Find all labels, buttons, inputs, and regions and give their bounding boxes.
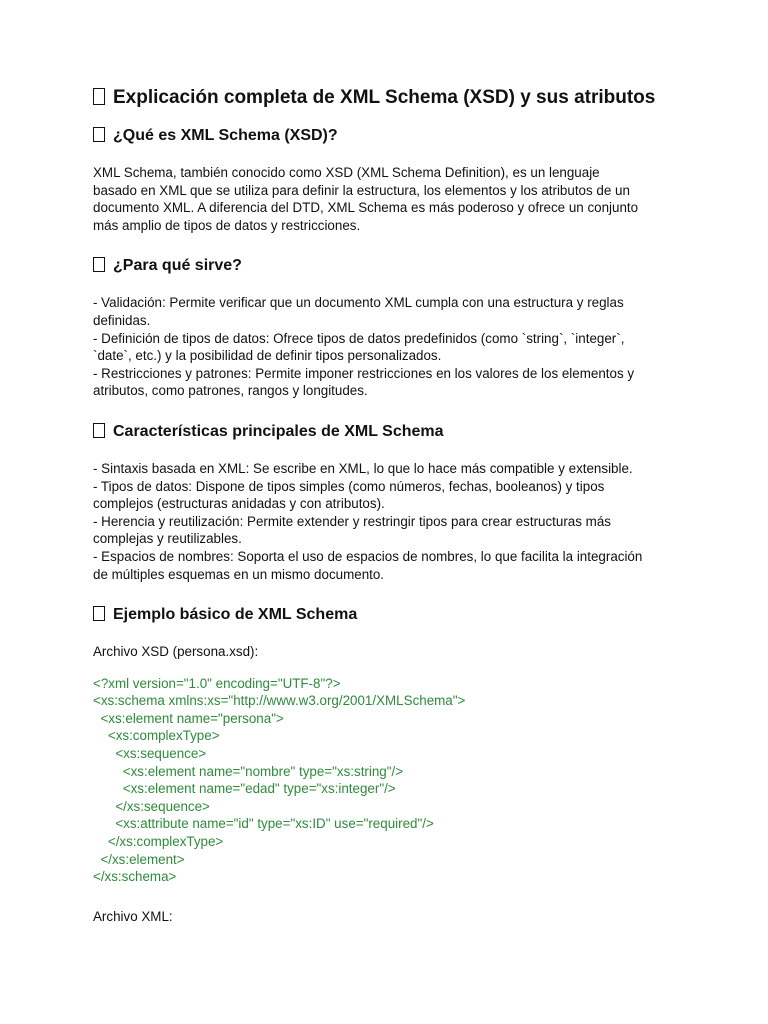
section-body-features: [93, 460, 693, 583]
code-line: </xs:complexType>: [93, 834, 224, 850]
code-line: </xs:schema>: [93, 869, 177, 885]
paragraph-line: complejas y reutilizables.: [93, 531, 242, 547]
missing-glyph-icon: [93, 257, 105, 272]
xml-file-label: Archivo XML:: [93, 908, 173, 924]
code-line: <xs:complexType>: [93, 728, 220, 744]
xsd-file-label: Archivo XSD (persona.xsd):: [93, 644, 259, 660]
document-title: [93, 86, 693, 110]
code-line: </xs:sequence>: [93, 798, 210, 814]
section-heading-purpose: ¿Para qué sirve?: [93, 256, 693, 276]
paragraph-line: - Sintaxis basada en XML: Se escribe en XML, lo que lo hace más compatible y extensible.: [93, 460, 633, 476]
paragraph-line: más amplio de tipos de datos y restricciones.: [93, 217, 361, 233]
paragraph-line: - Espacios de nombres: Soporta el uso de espacios de nombres, lo que facilita la integración: [93, 548, 643, 564]
section-heading-example: Ejemplo básico de XML Schema: [93, 605, 693, 625]
missing-glyph-icon: [93, 423, 105, 438]
paragraph-line: documento XML. A diferencia del DTD, XML Schema es más poderoso y ofrece un conjunto: [93, 200, 639, 216]
paragraph-line: - Herencia y reutilización: Permite extender y restringir tipos para crear estructuras más: [93, 513, 611, 529]
code-line: <xs:sequence>: [93, 746, 207, 762]
missing-glyph-icon: [93, 88, 105, 105]
code-line: </xs:element>: [93, 851, 185, 867]
paragraph-line: de múltiples esquemas en un mismo documento.: [93, 566, 385, 582]
paragraph-line: XML Schema, también conocido como XSD (XML Schema Definition), es un lenguaje: [93, 165, 600, 180]
paragraph-line: definidas.: [93, 312, 151, 328]
section-heading-features: Características principales de XML Schema: [93, 422, 693, 442]
document-page: [93, 86, 693, 939]
code-line: <xs:element name="nombre" type="xs:string"/>: [93, 763, 404, 779]
code-line: <xs:attribute name="id" type="xs:ID" use="required"/>: [93, 816, 434, 832]
missing-glyph-icon: [93, 606, 105, 621]
code-line: <xs:schema xmlns:xs="http://www.w3.org/2001/XMLSchema">: [93, 693, 466, 709]
paragraph-line: complejos (estructuras anidadas y con atributos).: [93, 496, 385, 512]
section-body-purpose: [93, 294, 693, 400]
paragraph-line: - Restricciones y patrones: Permite imponer restricciones en los valores de los elementos y: [93, 365, 635, 381]
section-heading-what-is: ¿Qué es XML Schema (XSD)?: [93, 126, 693, 146]
paragraph-line: basado en XML que se utiliza para definir la estructura, los elementos y los atributos de un: [93, 182, 630, 198]
paragraph-line: atributos, como patrones, rangos y longitudes.: [93, 383, 368, 399]
code-line: <?xml version="1.0" encoding="UTF-8"?>: [93, 675, 341, 691]
xsd-code-block: [93, 675, 693, 886]
section-body-what-is: [93, 164, 693, 234]
document-title-text: Explicación completa de XML Schema (XSD) y sus atributos: [113, 87, 656, 108]
paragraph-line: - Definición de tipos de datos: Ofrece tipos de datos predefinidos (como `string`, `integer`,: [93, 330, 625, 346]
code-line: <xs:element name="edad" type="xs:integer"/>: [93, 781, 396, 797]
paragraph-line: - Tipos de datos: Dispone de tipos simples (como números, fechas, booleanos) y tipos: [93, 478, 605, 494]
paragraph-line: `date`, etc.) y la posibilidad de definir tipos personalizados.: [93, 348, 442, 364]
missing-glyph-icon: [93, 127, 105, 142]
paragraph-line: - Validación: Permite verificar que un documento XML cumpla con una estructura y reglas: [93, 295, 624, 311]
code-line: <xs:element name="persona">: [93, 710, 284, 726]
